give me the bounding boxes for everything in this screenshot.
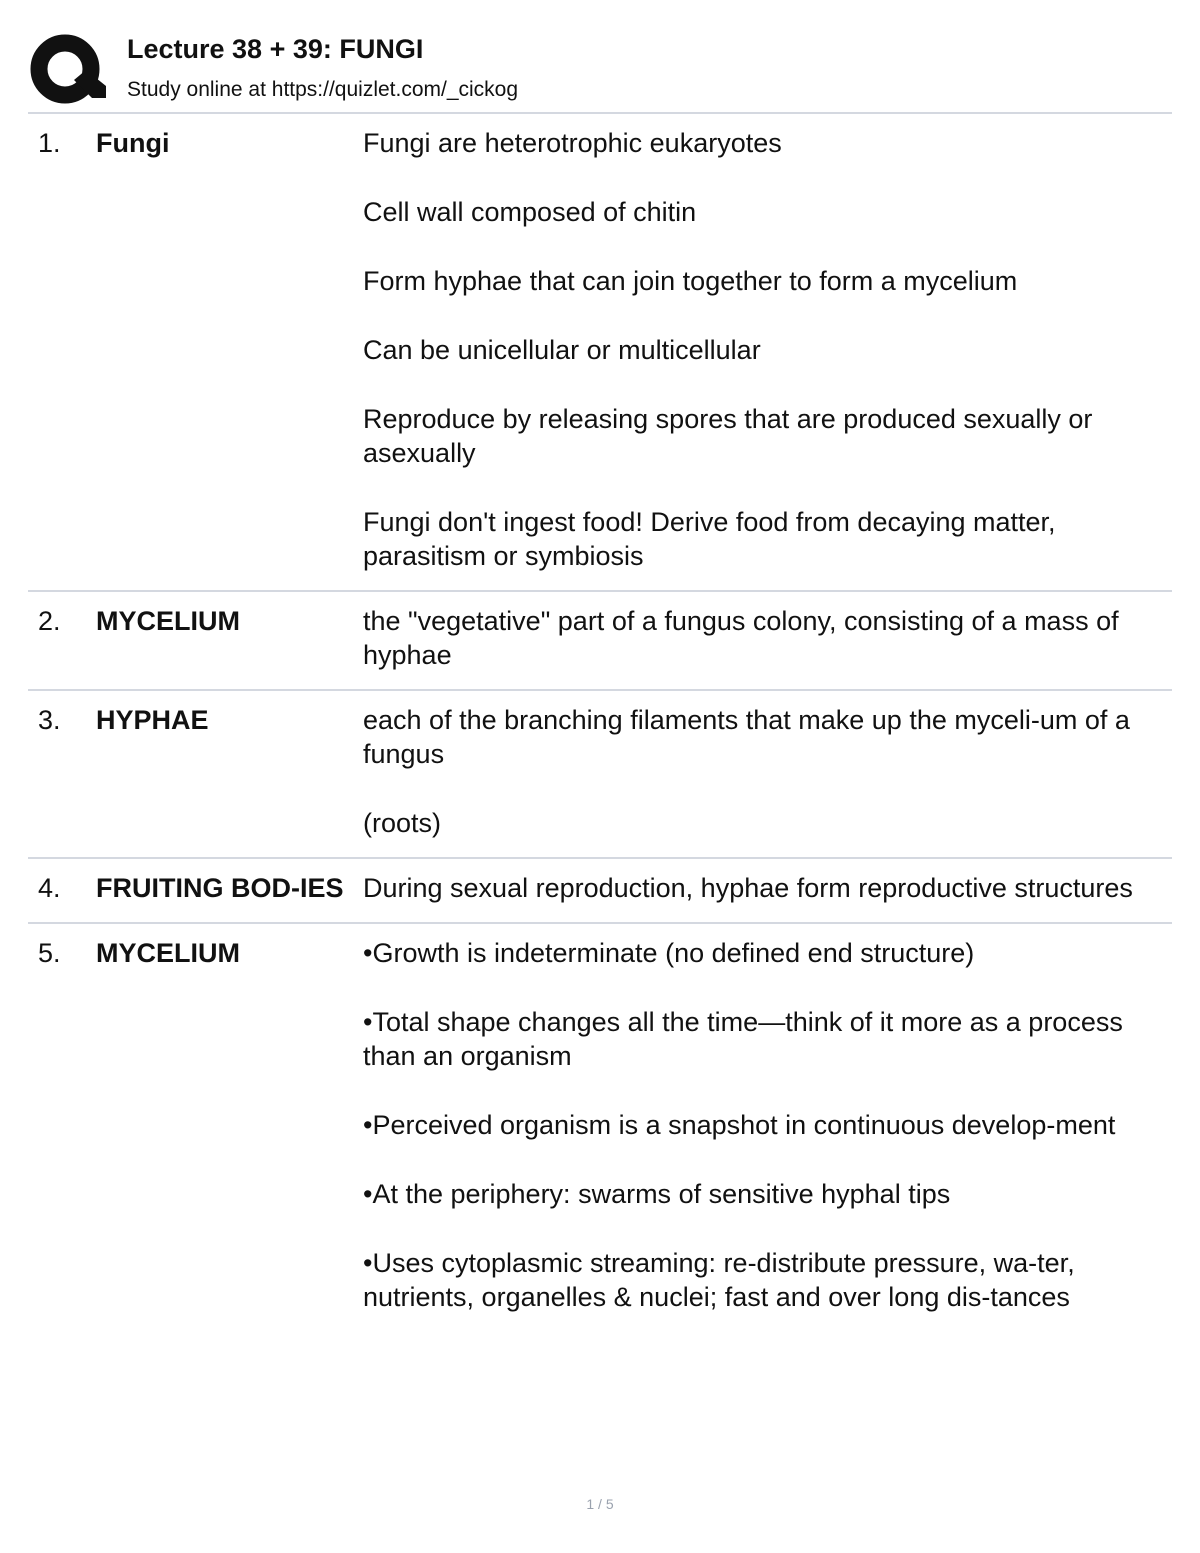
card-number: 1.: [38, 128, 61, 158]
flashcard-row: [28, 689, 1172, 857]
card-number: 3.: [38, 705, 61, 735]
definition-paragraph: (roots): [363, 808, 442, 838]
definition-paragraph: Cell wall composed of chitin: [363, 197, 697, 227]
definition-paragraph: Fungi don't ingest food! Derive food from decaying matter, parasitism or symbiosis: [363, 507, 1056, 571]
page-indicator: 1 / 5: [586, 1496, 614, 1512]
flashcard-row: [28, 112, 1172, 590]
definition-paragraph: •Growth is indeterminate (no defined end structure): [363, 938, 975, 968]
definition-paragraph: During sexual reproduction, hyphae form reproductive structures: [363, 873, 1133, 903]
study-online-link-text: Study online at https://quizlet.com/_cickog: [127, 78, 519, 101]
card-term: HYPHAE: [96, 705, 209, 735]
flashcard-row: [28, 590, 1172, 689]
card-term: MYCELIUM: [96, 606, 240, 636]
document-header: [30, 28, 1170, 108]
card-number: 5.: [38, 938, 61, 968]
flashcard-list: [28, 112, 1172, 1314]
card-term: Fungi: [96, 128, 170, 158]
definition-paragraph: •Total shape changes all the time—think of it more as a process than an organism: [363, 1007, 1123, 1071]
card-definition: [363, 871, 1172, 922]
definition-paragraph: •Perceived organism is a snapshot in continuous develop-ment: [363, 1110, 1116, 1140]
definition-paragraph: Fungi are heterotrophic eukaryotes: [363, 128, 782, 158]
card-definition: [363, 604, 1172, 689]
definition-paragraph: •Uses cytoplasmic streaming: re-distribute pressure, wa-ter, nutrients, organelles & nuclei; fast and over long dis-tances: [363, 1248, 1075, 1312]
card-definition: [363, 936, 1172, 1314]
card-number: 2.: [38, 606, 61, 636]
document-title: Lecture 38 + 39: FUNGI: [127, 34, 424, 64]
definition-paragraph: Form hyphae that can join together to form a mycelium: [363, 266, 1018, 296]
definition-paragraph: the "vegetative" part of a fungus colony, consisting of a mass of hyphae: [363, 606, 1119, 670]
definition-paragraph: Reproduce by releasing spores that are produced sexually or asexually: [363, 404, 1093, 468]
flashcard-row: [28, 857, 1172, 922]
flashcard-row: [28, 922, 1172, 1314]
definition-paragraph: Can be unicellular or multicellular: [363, 335, 761, 365]
definition-paragraph: each of the branching filaments that make up the myceli-um of a fungus: [363, 705, 1130, 769]
card-number: 4.: [38, 873, 61, 903]
quizlet-q-logo-icon: [30, 32, 106, 108]
card-definition: [363, 703, 1172, 857]
card-term: FRUITING BOD-IES: [96, 873, 344, 903]
card-definition: [363, 126, 1172, 590]
definition-paragraph: •At the periphery: swarms of sensitive hyphal tips: [363, 1179, 951, 1209]
card-term: MYCELIUM: [96, 938, 240, 968]
